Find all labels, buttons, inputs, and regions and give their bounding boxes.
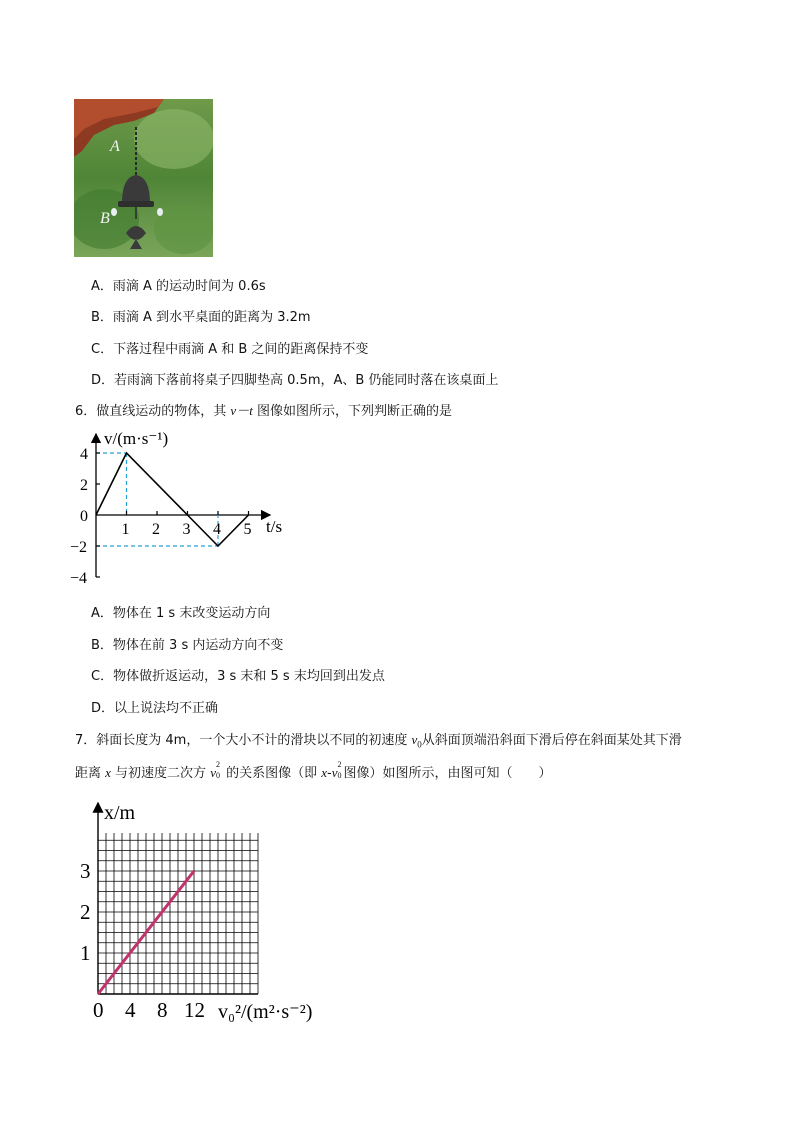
vt-x-tick-label: 1 (121, 521, 130, 538)
xv-x-tick-label: 12 (184, 998, 205, 1022)
vt-x-tick-label: 5 (243, 521, 252, 538)
q5-option-c: C．下落过程中雨滴 A 和 B 之间的距离保持不变 (91, 342, 369, 357)
vt-chart (62, 420, 302, 590)
label-b: B (100, 210, 110, 227)
xv-x-tick-label: 4 (125, 998, 136, 1022)
q5-option-b: B．雨滴 A 到水平桌面的距离为 3.2m (91, 310, 311, 325)
q5-option-d: D．若雨滴下落前将桌子四脚垫高 0.5m，A、B 仍能同时落在该桌面上 (91, 373, 499, 388)
xv-x-tick-label: 8 (157, 998, 168, 1022)
x-v2-chart (70, 795, 340, 1030)
q6-option-a: A．物体在 1 s 末改变运动方向 (91, 606, 271, 621)
xv-y-axis-label: x/m (104, 802, 136, 824)
question-7-line-1: 7．斜面长度为 4m，一个大小不计的滑块以不同的初速度 $v_0$从斜面顶端沿斜面下滑后停在斜面某处其下滑 (75, 732, 682, 750)
vt-y-tick-label: 2 (80, 477, 88, 494)
vt-y-axis-label: v/(m·s⁻¹) (104, 429, 169, 448)
q6-option-b: B．物体在前 3 s 内运动方向不变 (91, 638, 284, 653)
label-a: A (110, 138, 120, 155)
q5-option-a: A．雨滴 A 的运动时间为 0.6s (91, 279, 266, 294)
q6-option-c: C．物体做折返运动，3 s 末和 5 s 末均回到出发点 (91, 669, 385, 684)
xv-x-tick-label: 0 (93, 998, 104, 1022)
vt-y-tick-label: 4 (80, 446, 88, 463)
vt-y-tick-label: 0 (80, 508, 88, 525)
vt-x-tick-label: 3 (182, 521, 191, 538)
wind-chime-photo (74, 99, 213, 257)
vt-y-tick-label: −2 (70, 539, 88, 556)
xv-x-axis-label: v₀²/(m²·s⁻²) (218, 1001, 313, 1023)
vt-x-tick-label: 4 (213, 521, 221, 538)
question-7-line-2: 距离 x 与初速度二次方 v 2 0 的关系图像（即 x-v 2 0 图像）如图所示，由图可知（ ） (75, 760, 552, 781)
q6-option-d: D．以上说法均不正确 (91, 701, 219, 716)
xv-y-tick-label: 2 (80, 900, 91, 924)
xv-y-tick-label: 3 (80, 859, 91, 883)
vt-x-axis-label: t/s (266, 517, 283, 536)
xv-y-tick-label: 1 (80, 941, 91, 965)
vt-line (96, 453, 249, 546)
vt-y-tick-label: −4 (70, 570, 88, 587)
question-6: 6．做直线运动的物体，其 v－t 图像如图所示，下列判断正确的是 (75, 403, 452, 419)
vt-x-tick-label: 2 (152, 521, 160, 538)
